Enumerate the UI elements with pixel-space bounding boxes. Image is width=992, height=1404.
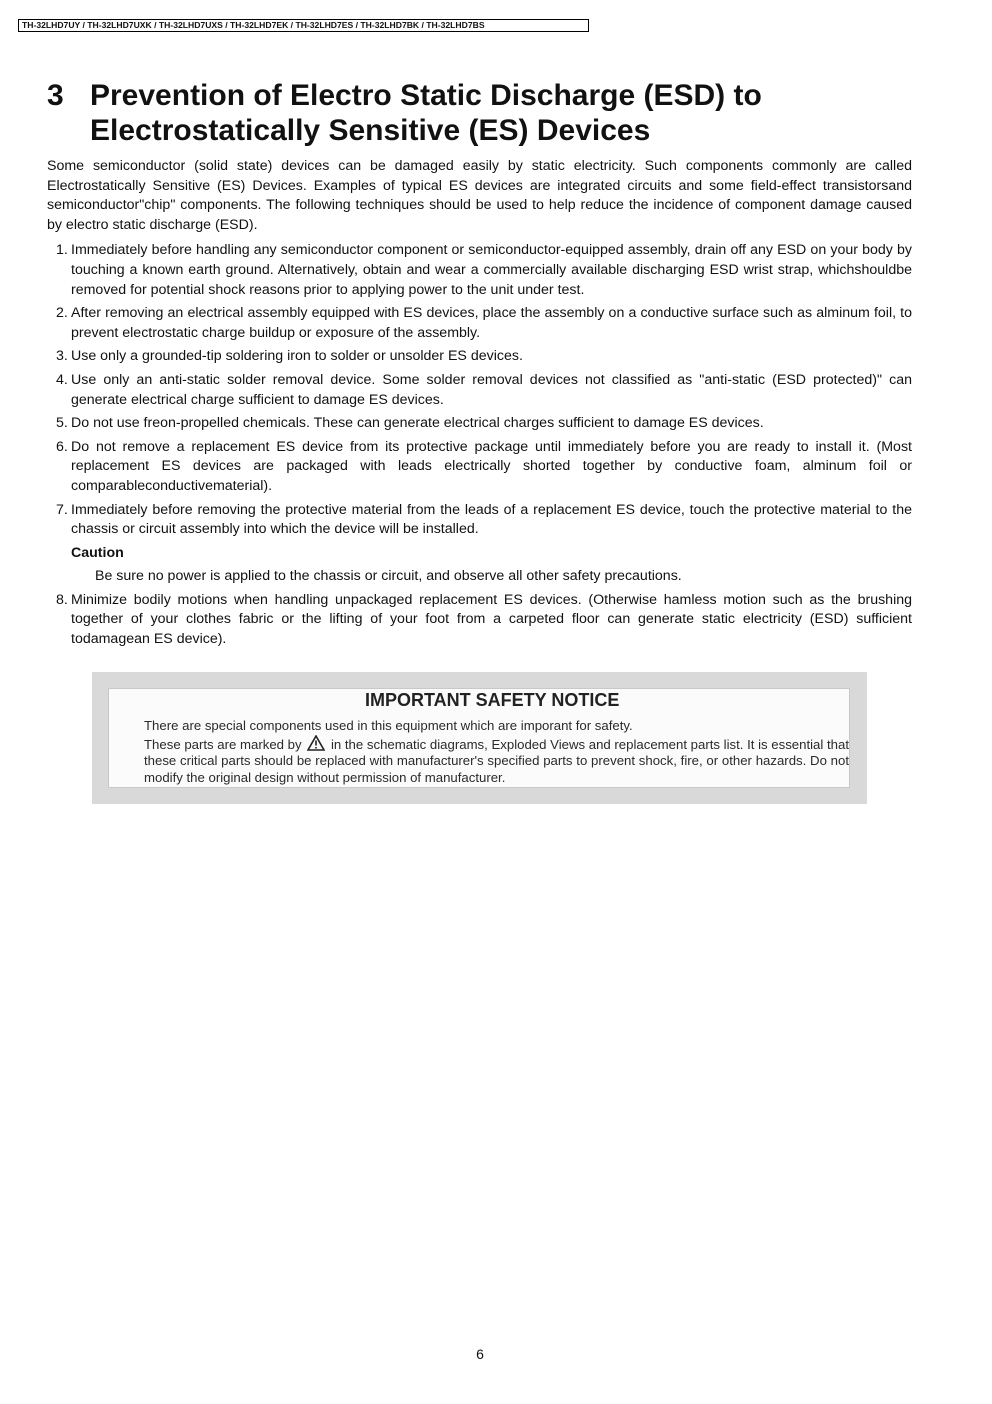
safety-notice-text (144, 718, 849, 786)
safety-notice-line: These parts are marked by (144, 736, 302, 752)
safety-notice-line: in the schematic diagrams, Exploded Views and replacement parts list. It is essential that these critical parts should be replaced with manufacturer's specified parts to prevent shock, fire, or other hazards. Do not modify the original design without permission of manufacturer. (144, 736, 849, 785)
item-number: 6. (56, 438, 68, 455)
page-number: 6 (476, 1346, 484, 1362)
caution-text: Be sure no power is applied to the chassis or circuit, and observe all other safety precautions. (95, 568, 682, 585)
list-item (47, 371, 912, 410)
safety-notice (92, 672, 867, 804)
item-text: Use only a grounded-tip soldering iron to solder or unsolder ES devices. (71, 348, 523, 365)
procedure-list (47, 241, 912, 539)
item-text: Do not use freon-propelled chemicals. These can generate electrical charges sufficient to damage ES devices. (71, 415, 764, 432)
item-number: 2. (56, 305, 68, 322)
item-number: 5. (56, 415, 68, 432)
document-body (47, 157, 912, 654)
item-text: Use only an anti-static solder removal device. Some solder removal devices not classified as "anti-static (ESD protected)" can generate electrical charge sufficient to damage ES devices. (71, 371, 912, 408)
item-text: Immediately before removing the protective material from the leads of a replacement ES device, touch the protective material to the chassis or circuit assembly into which the device will be installed. (71, 501, 912, 538)
item-number: 8. (56, 591, 68, 608)
item-number: 4. (56, 371, 68, 388)
intro-paragraph: Some semiconductor (solid state) devices can be damaged easily by static electricity. Such components commonly are called Electrostatically Sensitive (ES) Devices. Examples of typical ES devices are integrated circuits and some field-effect transistorsand semiconductor"chip" components. The following techniques should be used to help reduce the incidence of component damage caused by electro static discharge (ESD). (47, 158, 912, 233)
list-item (47, 438, 912, 497)
safety-notice-panel (108, 688, 850, 788)
item-number: 1. (56, 242, 68, 259)
section-heading (47, 78, 927, 148)
list-item (47, 241, 912, 300)
list-item (47, 304, 912, 343)
list-item (47, 591, 912, 650)
list-item (47, 501, 912, 540)
item-number: 3. (56, 348, 68, 365)
item-text: Do not remove a replacement ES device from its protective package until immediately before you are ready to install it. (Most replacement ES devices are packaged with leads electrically shorted together by conductive foam, alminum foil or comparableconductivematerial). (71, 438, 912, 494)
list-item (47, 347, 912, 367)
caution-label: Caution (71, 544, 124, 561)
list-item (47, 414, 912, 434)
safety-notice-line: There are special components used in this equipment which are imporant for safety. (144, 718, 633, 733)
model-header: TH-32LHD7UY / TH-32LHD7UXK / TH-32LHD7UXS / TH-32LHD7EK / TH-32LHD7ES / TH-32LHD7BK / TH-32LHD7BS (18, 19, 589, 32)
item-text: Immediately before handling any semiconductor component or semiconductor-equipped assembly, drain off any ESD on your body by touching a known earth ground. Alternatively, obtain and wear a commercially available discharging ESD wrist strap, whichshouldbe removed for potential shock reasons prior to applying power to the unit under test. (71, 242, 912, 298)
section-title: Prevention of Electro Static Discharge (ESD) to Electrostatically Sensitive (ES) Devices (90, 79, 762, 147)
safety-notice-title: IMPORTANT SAFETY NOTICE (361, 690, 623, 710)
procedure-list-continued (47, 591, 912, 650)
section-number: 3 (47, 79, 64, 112)
warning-triangle-icon (307, 735, 325, 751)
item-number: 7. (56, 501, 68, 518)
item-text: After removing an electrical assembly equipped with ES devices, place the assembly on a conductive surface such as alminum foil, to prevent electrostatic charge buildup or exposure of the assembly. (71, 305, 912, 341)
item-text: Minimize bodily motions when handling unpackaged replacement ES devices. (Otherwise hamless motion such as the brushing together of your clothes fabric or the lifting of your foot from a carpeted floor can generate static electricity (ESD) sufficient todamagean ES device). (71, 591, 912, 648)
